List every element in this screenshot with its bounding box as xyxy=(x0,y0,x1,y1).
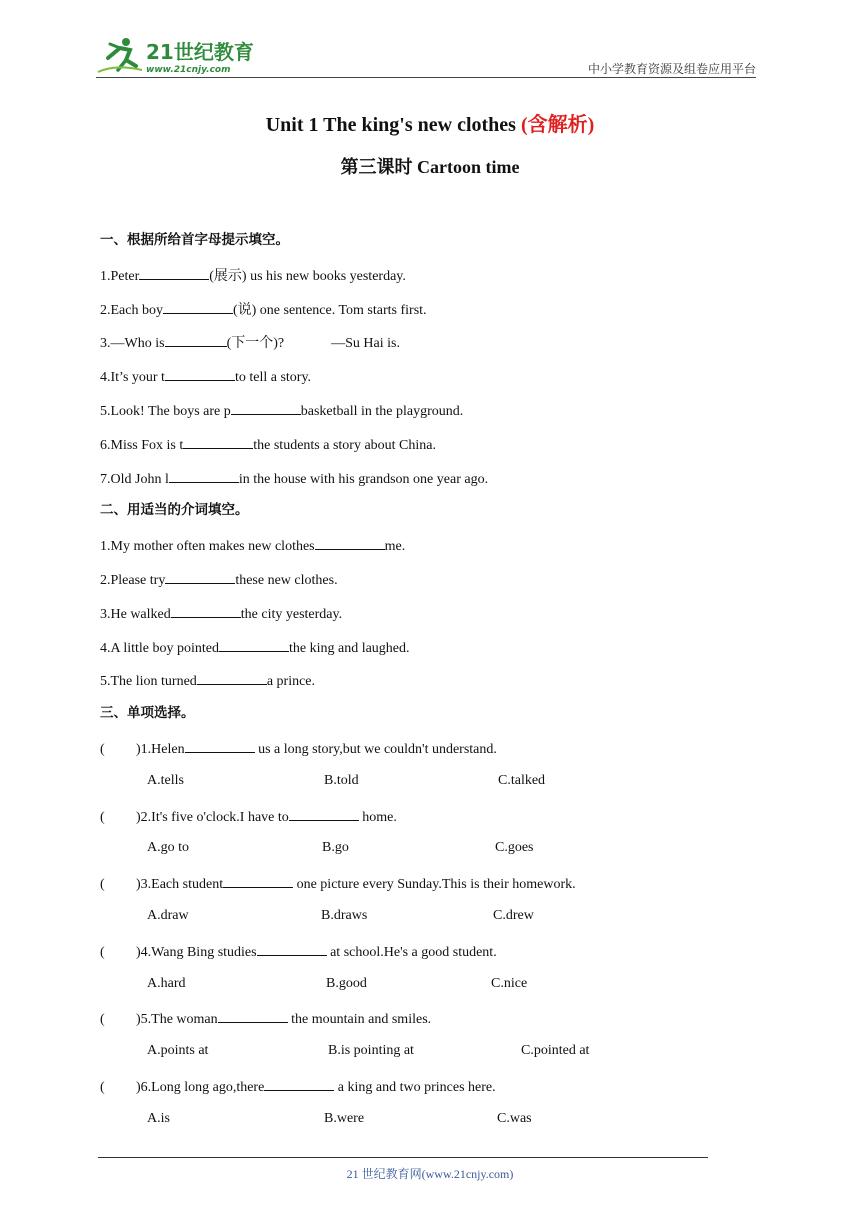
worksheet-content xyxy=(100,230,740,1143)
header-divider xyxy=(96,77,756,78)
option-b[interactable]: B.told xyxy=(324,772,359,788)
question-text: a king and two princes here. xyxy=(334,1079,496,1095)
s2-question-3 xyxy=(100,602,740,636)
page-footer: 21 世纪教育网(www.21cnjy.com) xyxy=(346,1167,514,1181)
s1-question-3 xyxy=(100,331,740,365)
s2-question-5 xyxy=(100,669,740,703)
answer-blank[interactable] xyxy=(219,636,289,652)
question-text: 2.Please try xyxy=(100,572,166,588)
question-text: (下一个)? xyxy=(226,336,285,352)
option-c[interactable]: C.nice xyxy=(491,975,528,991)
footer-divider xyxy=(98,1157,708,1158)
s1-question-6 xyxy=(100,433,740,467)
s2-question-1 xyxy=(100,534,740,568)
option-a[interactable]: A.hard xyxy=(147,975,186,991)
option-a[interactable]: A.tells xyxy=(147,772,184,788)
s2-question-2 xyxy=(100,568,740,602)
s3-question-1 xyxy=(100,737,740,771)
answer-paren[interactable]: ( xyxy=(100,944,105,960)
question-text: me. xyxy=(384,539,406,555)
question-text: 3.He walked xyxy=(100,606,171,622)
question-text: the mountain and smiles. xyxy=(287,1012,432,1028)
option-b[interactable]: B.is pointing at xyxy=(328,1043,414,1059)
s3-question-5 xyxy=(100,1007,740,1041)
question-text: to tell a story. xyxy=(234,370,312,386)
question-text: )2.It's five o'clock.I have to xyxy=(136,809,289,825)
answer-blank[interactable] xyxy=(231,399,301,415)
s3-question-3 xyxy=(100,872,740,906)
question-text: (展示) us his new books yesterday. xyxy=(209,268,406,284)
question-text: 7.Old John l xyxy=(100,471,169,487)
answer-paren[interactable]: ( xyxy=(100,741,105,757)
answer-paren[interactable]: ( xyxy=(100,809,105,825)
option-a[interactable]: A.is xyxy=(147,1110,170,1126)
title-note: (含解析) xyxy=(520,114,595,136)
option-b[interactable]: B.were xyxy=(324,1110,365,1126)
answer-blank[interactable] xyxy=(183,433,253,449)
question-text: 5.Look! The boys are p xyxy=(100,403,231,419)
s3-question-6 xyxy=(100,1075,740,1109)
section2-heading: 二、用适当的介词填空。 xyxy=(100,502,249,519)
page-header xyxy=(96,34,756,80)
question-text: at school.He's a good student. xyxy=(326,944,497,960)
option-b[interactable]: B.draws xyxy=(321,907,368,923)
s1-question-1 xyxy=(100,264,740,298)
question-answer-text: —Su Hai is. xyxy=(331,336,400,352)
s1-question-7 xyxy=(100,467,740,501)
s3-options-5 xyxy=(100,1041,740,1075)
platform-name: 中小学教育资源及组卷应用平台 xyxy=(587,62,756,76)
answer-blank[interactable] xyxy=(218,1007,288,1023)
question-text: 1.Peter xyxy=(100,268,140,284)
answer-blank[interactable] xyxy=(197,669,267,685)
question-text: us a long story,but we couldn't understand. xyxy=(254,741,497,757)
question-text: 4.A little boy pointed xyxy=(100,640,219,656)
s3-options-2 xyxy=(100,838,740,872)
answer-blank[interactable] xyxy=(289,805,359,821)
question-text: the students a story about China. xyxy=(253,437,437,453)
answer-paren[interactable]: ( xyxy=(100,1079,105,1095)
question-text: 3.—Who is xyxy=(100,336,165,352)
answer-blank[interactable] xyxy=(165,365,235,381)
s2-question-4 xyxy=(100,636,740,670)
answer-blank[interactable] xyxy=(171,602,241,618)
option-a[interactable]: A.points at xyxy=(147,1043,209,1059)
question-text: 6.Miss Fox is t xyxy=(100,437,184,453)
question-text: 1.My mother often makes new clothes xyxy=(100,539,315,555)
option-c[interactable]: C.pointed at xyxy=(521,1043,590,1059)
question-text: 2.Each boy xyxy=(100,302,163,318)
answer-blank[interactable] xyxy=(165,331,227,347)
question-text: the king and laughed. xyxy=(289,640,410,656)
question-text: )6.Long long ago,there xyxy=(136,1079,265,1095)
s3-options-6 xyxy=(100,1109,740,1143)
question-text: one picture every Sunday.This is their homework. xyxy=(293,877,576,893)
s3-options-1 xyxy=(100,771,740,805)
question-text: )3.Each student xyxy=(136,877,224,893)
site-logo xyxy=(96,34,266,76)
answer-blank[interactable] xyxy=(315,534,385,550)
answer-blank[interactable] xyxy=(163,298,233,314)
answer-blank[interactable] xyxy=(165,568,235,584)
option-a[interactable]: A.draw xyxy=(147,907,189,923)
question-text: 5.The lion turned xyxy=(100,674,197,690)
s1-question-4 xyxy=(100,365,740,399)
question-text: in the house with his grandson one year ago. xyxy=(238,471,489,487)
question-text: )4.Wang Bing studies xyxy=(136,944,257,960)
title-text: Unit 1 The king's new clothes xyxy=(265,114,521,136)
option-a[interactable]: A.go to xyxy=(147,840,189,856)
s3-question-2 xyxy=(100,805,740,839)
answer-blank[interactable] xyxy=(223,872,293,888)
s1-question-5 xyxy=(100,399,740,433)
option-c[interactable]: C.goes xyxy=(495,840,534,856)
page-subtitle: 第三课时 Cartoon time xyxy=(340,157,520,177)
question-text: 4.It’s your t xyxy=(100,370,165,386)
question-text: the city yesterday. xyxy=(240,606,343,622)
question-text: basketball in the playground. xyxy=(300,403,464,419)
answer-paren[interactable]: ( xyxy=(100,877,105,893)
s1-question-2 xyxy=(100,298,740,332)
answer-paren[interactable]: ( xyxy=(100,1012,105,1028)
question-text: )5.The woman xyxy=(136,1012,218,1028)
option-c[interactable]: C.talked xyxy=(498,772,546,788)
answer-blank[interactable] xyxy=(169,467,239,483)
question-text: )1.Helen xyxy=(136,741,185,757)
svg-text:21世纪教育: 21世纪教育 xyxy=(146,40,254,64)
question-text: home. xyxy=(358,809,397,825)
section3-heading: 三、单项选择。 xyxy=(100,705,195,722)
svg-text:www.21cnjy.com: www.21cnjy.com xyxy=(146,65,231,75)
answer-blank[interactable] xyxy=(264,1075,334,1091)
answer-blank[interactable] xyxy=(257,940,327,956)
s3-options-3 xyxy=(100,906,740,940)
s3-options-4 xyxy=(100,974,740,1008)
page-title xyxy=(0,108,860,137)
option-b[interactable]: B.go xyxy=(322,840,349,856)
option-c[interactable]: C.drew xyxy=(493,907,534,923)
question-text: (说) one sentence. Tom starts first. xyxy=(232,302,427,318)
s3-question-4 xyxy=(100,940,740,974)
option-b[interactable]: B.good xyxy=(326,975,367,991)
answer-blank[interactable] xyxy=(139,264,209,280)
answer-blank[interactable] xyxy=(185,737,255,753)
section1-heading: 一、根据所给首字母提示填空。 xyxy=(100,232,289,248)
question-text: these new clothes. xyxy=(235,572,338,588)
option-c[interactable]: C.was xyxy=(497,1110,532,1126)
question-text: a prince. xyxy=(266,674,316,690)
